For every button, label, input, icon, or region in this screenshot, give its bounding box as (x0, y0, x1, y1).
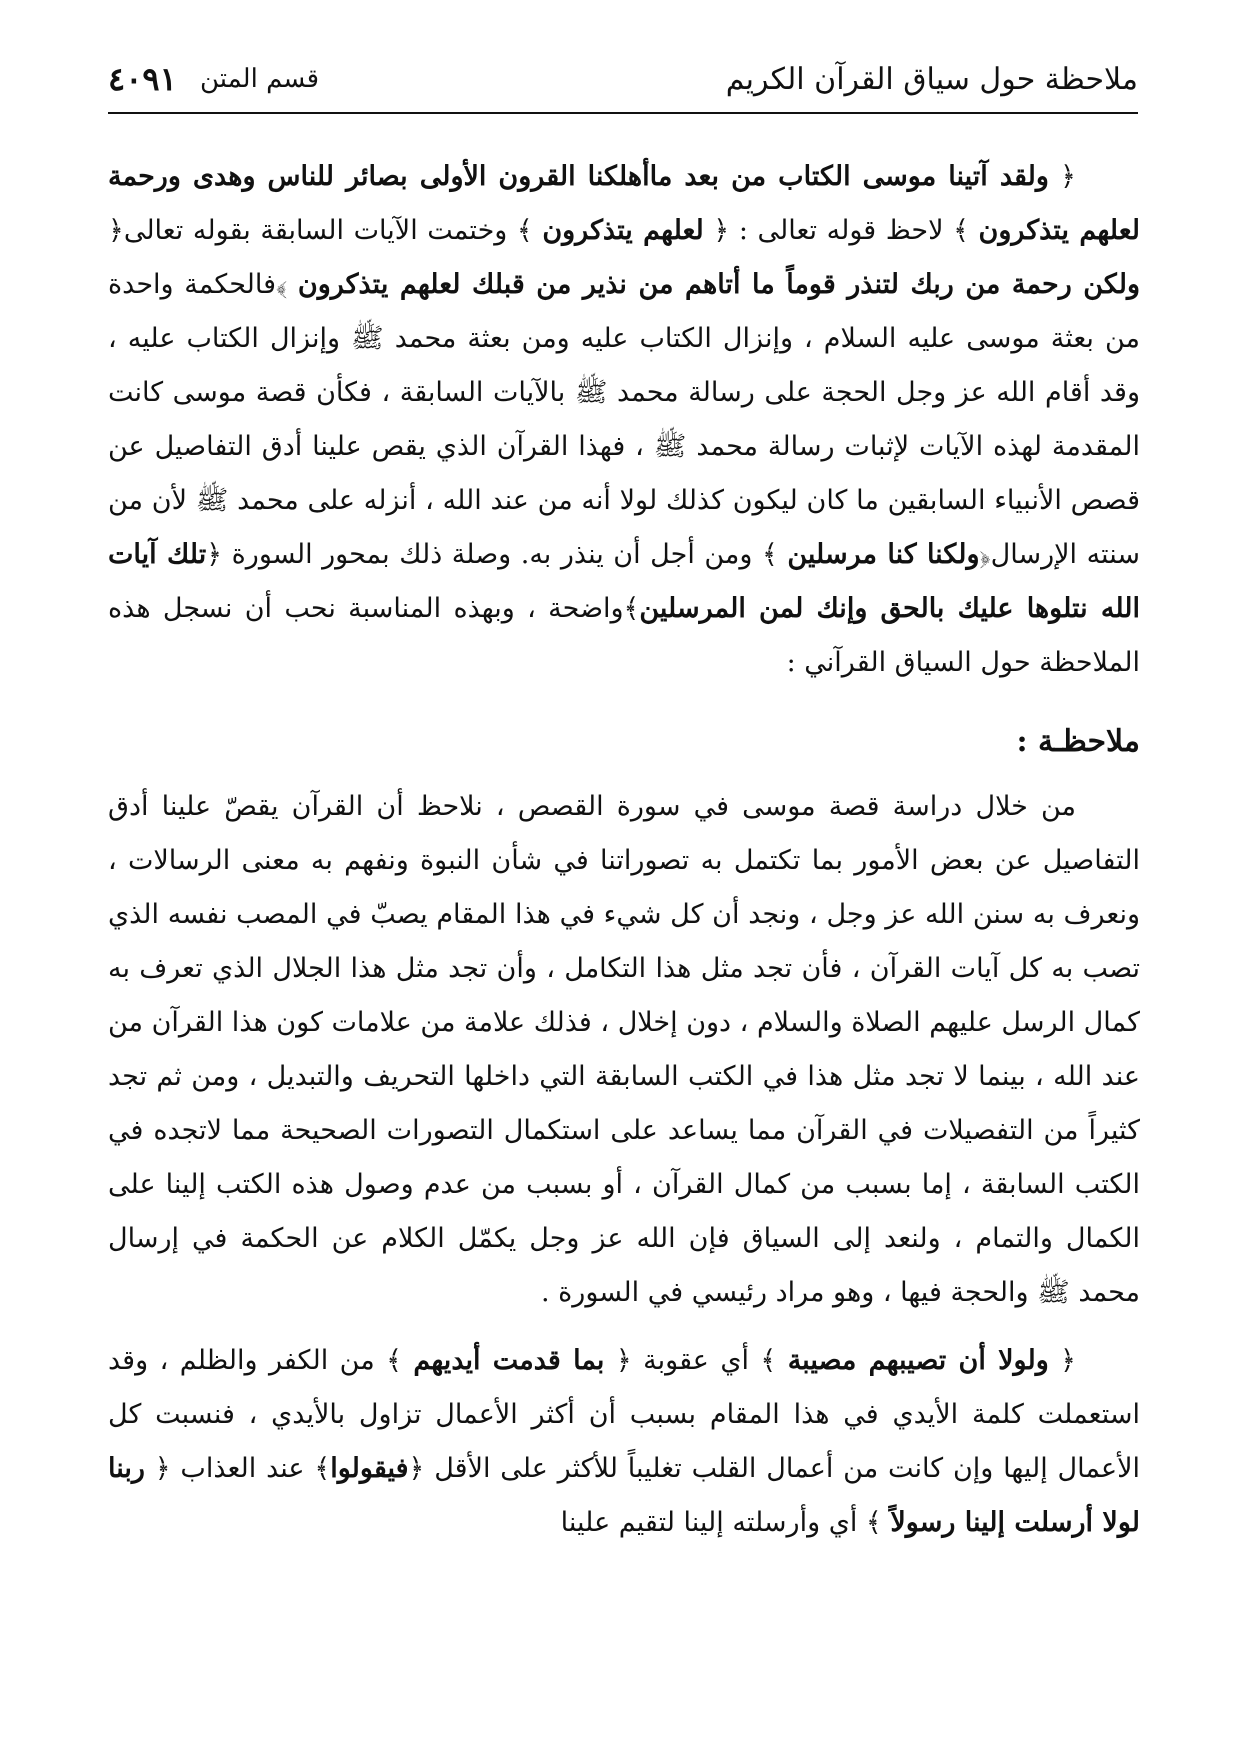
body-text: ﴾ لاحظ قوله تعالى : (729, 215, 979, 246)
quran-verse: ولقد آتينا موسى الكتاب من بعد ماأهلكنا القرون الأولى بصائر للناس وهدى ورحمة لعلهم يتذكرون (108, 161, 1140, 246)
section-label: قسم المتن (200, 64, 320, 94)
verse-bracket: ﴿ (1048, 1345, 1077, 1376)
page-number: ٤٠٩١ (108, 60, 177, 98)
body-text: من خلال دراسة قصة موسى في سورة القصص ، نلاحظ أن القرآن يقصّ علينا أدق التفاصيل عن بعض الأمور بما تكتمل به تصوراتنا في شأن النبوة ونفهم به معنى الرسالات ، ونعرف به سنن الله عز وجل ، ونجد أن كل شيء في هذا المقام يصبّ في المصب نفسه الذي تصب به كل آيات القرآن ، فأن تجد مثل هذا التكامل ، وأن تجد مثل هذا الجلال الذي تعرف به كمال الرسل عليهم الصلاة والسلام ، دون إخلال ، فذلك علامة من علامات كون هذا القرآن من عند الله ، بينما لا تجد مثل هذا في الكتب السابقة التي داخلها التحريف والتبديل ، ومن ثم تجد كثيراً من التفصيلات في القرآن مما يساعد على استكمال التصورات الصحيحة مما لاتجده في الكتب السابقة ، إما بسبب من كمال القرآن ، أو بسبب من عدم وصول هذه الكتب إلينا على الكمال والتمام ، ولنعد إلى السياق فإن الله عز وجل يكمّل الكلام عن الحكمة في إرسال محمد ﷺ والحجة فيها ، وهو مراد رئيسي في السورة . (108, 791, 1140, 1308)
quran-verse: فيقولوا (330, 1453, 409, 1484)
quran-verse: لعلهم يتذكرون (542, 215, 704, 246)
verse-bracket: ﴿ (206, 539, 223, 570)
quran-verse: ولكنا كنا مرسلين (787, 539, 980, 570)
body-text: ﴾واضحة ، وبهذه المناسبة نحب أن نسجل هذه الملاحظة حول السياق القرآني : (108, 593, 1140, 678)
body-text: ﴾ أي عقوبة (631, 1345, 788, 1376)
quran-verse: بما قدمت أيديهم (413, 1345, 605, 1376)
body-text: ﴾ من الكفر والظلم ، وقد استعملت كلمة الأيدي في هذا المقام بسبب أن أكثر الأعمال تزاول بالأيدي ، فنسبت كل الأعمال إليها وإن كانت من أعمال القلب تغليباً للأكثر على الأقل (108, 1345, 1141, 1484)
verse-bracket: ﴿ (144, 1453, 171, 1484)
verse-bracket: ﴿ (108, 215, 124, 246)
running-title: ملاحظة حول سياق القرآن الكريم (725, 62, 1138, 97)
verse-bracket: ﴿ (408, 1453, 425, 1484)
verse-bracket: ﴿ (604, 1345, 632, 1376)
quran-verse: ولكن رحمة من ربك لتنذر قوماً ما أتاهم من نذير من قبلك لعلهم يتذكرون (297, 269, 1140, 300)
body-text: ﴾ ومن أجل أن ينذر به. وصلة ذلك بمحور السورة (222, 539, 788, 570)
body-text: ﴾ وختمت الآيات السابقة بقوله تعالى (123, 215, 543, 246)
body-text: ﴾ أي وأرسلته إلينا لتقيم علينا (560, 1507, 891, 1538)
body-text: ﴾فالحكمة واحدة من بعثة موسى عليه السلام ، وإنزال الكتاب عليه ومن بعثة محمد ﷺ وإنزال الكتاب عليه ، وقد أقام الله عز وجل الحجة على رسالة محمد ﷺ بالآيات السابقة ، فكأن قصة موسى كانت المقدمة لهذه الآيات لإثبات رسالة محمد ﷺ ، فهذا القرآن الذي يقص علينا أدق التفاصيل عن قصص الأنبياء السابقين ما كان ليكون كذلك لولا أنه من عند الله ، أنزله على محمد ﷺ لأن من سنته الإرسال (108, 269, 1140, 570)
quran-verse: ربنا لولا أرسلت إلينا رسولاً (108, 1453, 1140, 1538)
paragraph-note (108, 780, 1140, 1320)
verse-bracket: ﴿ (1048, 161, 1076, 192)
paragraph-verse-commentary (108, 150, 1140, 690)
quran-verse: ولولا أن تصيبهم مصيبة (787, 1345, 1049, 1376)
paragraph-verse-commentary (108, 1334, 1140, 1550)
verse-bracket: ﴿ (703, 215, 730, 246)
document-body (108, 150, 1140, 1564)
verse-bracket: ﴿ (979, 539, 991, 570)
note-heading: ملاحظـة : (1016, 724, 1140, 759)
body-text: ﴾ عند العذاب (170, 1453, 331, 1484)
quran-verse: تلك آيات الله نتلوها عليك بالحق وإنك لمن المرسلين (108, 539, 1140, 624)
page-header (108, 52, 1138, 114)
